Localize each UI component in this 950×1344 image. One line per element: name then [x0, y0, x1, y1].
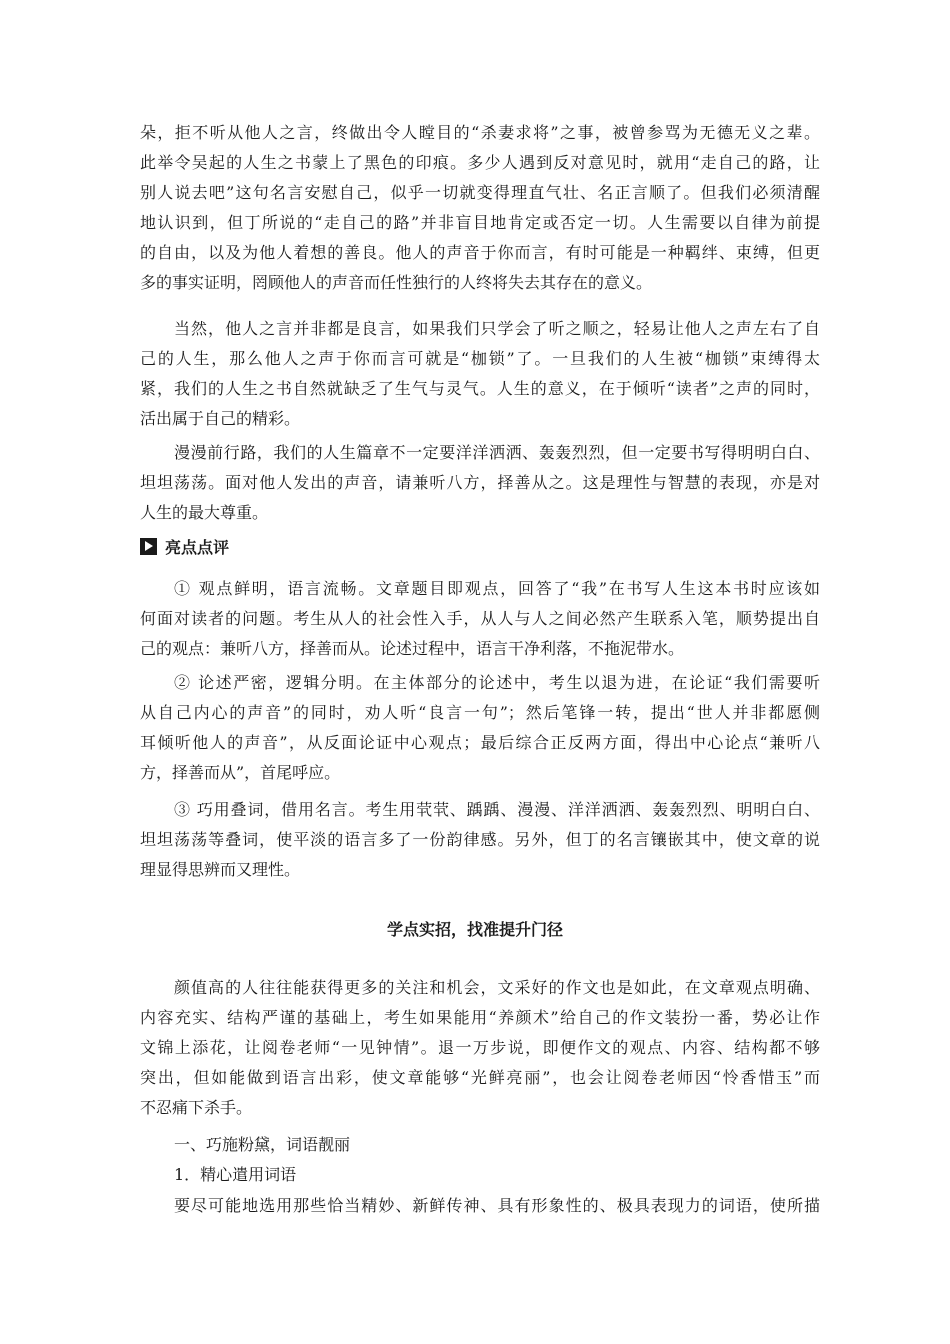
section-heading — [140, 531, 229, 561]
text-line: 己的人生，那么他人之声于你而言可就是“枷锁”了。一旦我们的人生被“枷锁”束缚得太 — [140, 349, 820, 368]
text-line: 不忍痛下杀手。 — [140, 1098, 253, 1117]
text-line: 别人说去吧”这句名言安慰自己，似乎一切就变得理直气壮、名正言顺了。但我们必须清醒 — [140, 183, 820, 202]
subheading-1 — [140, 1130, 820, 1160]
comment-point-1 — [140, 574, 820, 664]
essay-paragraph-2 — [140, 314, 820, 434]
text-line: 当然，他人之言并非都是良言，如果我们只学会了听之顺之，轻易让他人之声左右了自 — [174, 319, 820, 338]
text-line: 颜值高的人往往能获得更多的关注和机会，文采好的作文也是如此，在文章观点明确、 — [174, 978, 820, 997]
body-paragraph-2 — [140, 1191, 820, 1221]
text-line: 内容充实、结构严谨的基础上，考生如果能用“养颜术”给自己的作文装扮一番，势必让作 — [140, 1008, 820, 1027]
text-line: 方，择善而从”，首尾呼应。 — [140, 763, 341, 782]
essay-paragraph-3 — [140, 438, 820, 528]
text-line: 坦坦荡荡等叠词，使平淡的语言多了一份韵律感。另外，但丁的名言镶嵌其中，使文章的说 — [140, 830, 820, 849]
text-line: 己的观点：兼听八方，择善而从。论述过程中，语言干净利落，不拖泥带水。 — [140, 639, 685, 658]
section-title: 学点实招，找准提升门径 — [386, 920, 563, 939]
text-line: 朵，拒不听从他人之言，终做出令人瞠目的“杀妻求将”之事，被曾参骂为无德无义之辈。 — [140, 123, 820, 142]
text-line: ① 观点鲜明，语言流畅。文章题目即观点，回答了“我”在书写人生这本书时应该如 — [174, 579, 820, 598]
text-line: 紧，我们的人生之书自然就缺乏了生气与灵气。人生的意义，在于倾听“读者”之声的同时， — [140, 379, 820, 398]
text-line: 要尽可能地选用那些恰当精妙、新鲜传神、具有形象性的、极具表现力的词语，使所描 — [174, 1196, 820, 1215]
play-triangle-icon — [140, 538, 157, 555]
text-line: 地认识到，但丁所说的“走自己的路”并非盲目地肯定或否定一切。人生需要以自律为前提 — [140, 213, 820, 232]
text-line: 从自己内心的声音”的同时，劝人听“良言一句”；然后笔锋一转，提出“世人并非都愿侧 — [140, 703, 820, 722]
text-line: 文锦上添花，让阅卷老师“一见钟情”。退一万步说，即便作文的观点、内容、结构都不够 — [140, 1038, 820, 1057]
section-heading-label: 亮点点评 — [165, 537, 230, 557]
text-line: 何面对读者的问题。考生从人的社会性入手，从人与人之间必然产生联系入笔，顺势提出自 — [140, 609, 820, 628]
text-line: 多的事实证明，罔顾他人的声音而任性独行的人终将失去其存在的意义。 — [140, 273, 653, 292]
text-line: ② 论述严密，逻辑分明。在主体部分的论述中，考生以退为进，在论证“我们需要听 — [174, 673, 820, 692]
text-line: 漫漫前行路，我们的人生篇章不一定要洋洋洒洒、轰轰烈烈，但一定要书写得明明白白、 — [174, 443, 820, 462]
text-line: 耳倾听他人的声音”，从反面论证中心观点；最后综合正反两方面，得出中心论点“兼听八 — [140, 733, 820, 752]
text-line: 的自由，以及为他人着想的善良。他人的声音于你而言，有时可能是一种羁绊、束缚，但更 — [140, 243, 820, 262]
text-line: 此举令吴起的人生之书蒙上了黑色的印痕。多少人遇到反对意见时，就用“走自己的路，让 — [140, 153, 820, 172]
subheading-text: 1．精心遣用词语 — [174, 1165, 297, 1184]
text-line: 坦坦荡荡。面对他人发出的声音，请兼听八方，择善从之。这是理性与智慧的表现，亦是对 — [140, 473, 820, 492]
comment-point-2 — [140, 668, 820, 788]
comment-point-3 — [140, 795, 820, 885]
essay-paragraph-1 — [140, 118, 820, 298]
subheading-2 — [140, 1160, 820, 1190]
text-line: 活出属于自己的精彩。 — [140, 409, 301, 428]
text-line: 突出，但如能做到语言出彩，使文章能够“光鲜亮丽”，也会让阅卷老师因“怜香惜玉”而 — [140, 1068, 820, 1087]
body-paragraph-1 — [140, 973, 820, 1123]
subheading-text: 一、巧施粉黛，词语靓丽 — [174, 1135, 351, 1154]
text-line: ③ 巧用叠词，借用名言。考生用茕茕、踽踽、漫漫、洋洋洒洒、轰轰烈烈、明明白白、 — [174, 800, 820, 819]
text-line: 理显得思辨而又理性。 — [140, 860, 301, 879]
text-line: 人生的最大尊重。 — [140, 503, 269, 522]
